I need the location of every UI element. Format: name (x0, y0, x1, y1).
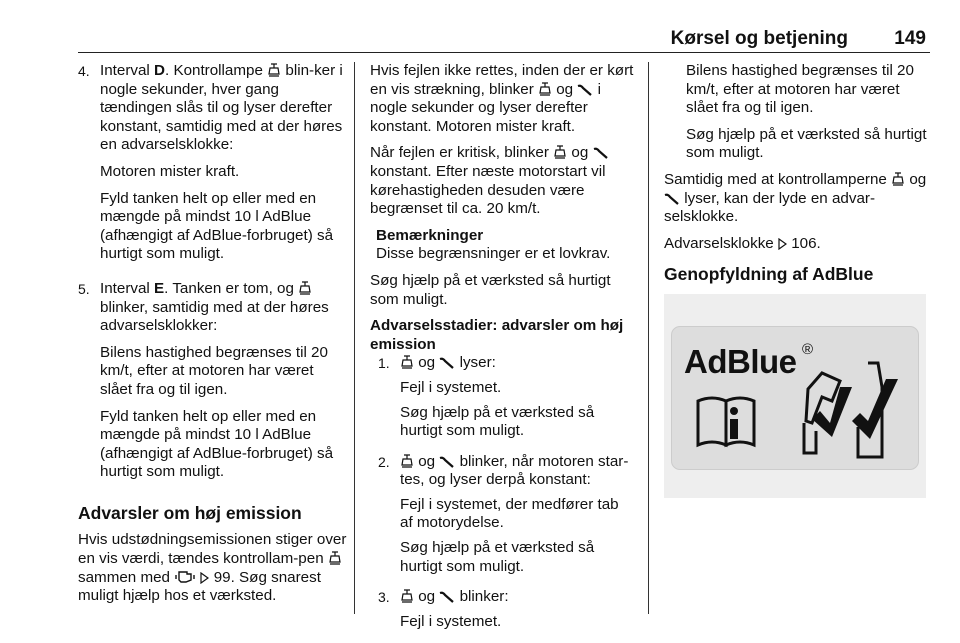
list-number: 4. (78, 63, 90, 79)
column-divider (354, 62, 355, 614)
column-divider (648, 62, 649, 614)
adblue-label-graphics (672, 327, 918, 469)
adblue-label (671, 326, 919, 470)
note-title: Bemærkninger (376, 226, 484, 244)
list-item-5: 5. Interval E. Tanken er tom, og blinker, samtidig med at der høres advarselsklokker: Bilens hastighed begrænses til 20 km/t, efter at motoren har været slået fra og til igen. Fyld tanken helt op eller med en mængde på mindst 10 l AdBlue (afhængigt af AdBlue-forbruget) så hurtigt som muligt. (78, 280, 348, 490)
wrench-service-icon (577, 83, 593, 96)
container-check-icon (852, 363, 898, 457)
wrench-service-icon (439, 590, 455, 603)
section-heading: Advarsler om høj emission (78, 502, 302, 523)
reference-arrow-icon (778, 238, 787, 250)
wrench-service-icon (593, 146, 609, 159)
list-item-4: 4. Interval D. Kontrollampe blin-ker i nogle sekunder, hver gang tændingen slås til og lyser derefter konstant, samtidig med at der høres en advarselsklokke: Motoren mister kraft. Fyld tanken helt op eller med en mængde på mindst 10 l AdBlue (afhængigt af AdBlue-forbruget) så hurtigt som muligt. (78, 62, 348, 272)
adblue-warning-icon (400, 354, 414, 369)
list-number: 5. (78, 280, 90, 297)
adblue-warning-icon (328, 550, 342, 565)
page-header-title: Kørsel og betjening (670, 28, 848, 49)
section-heading: Genopfyldning af AdBlue (664, 264, 874, 285)
adblue-warning-icon (891, 171, 905, 186)
wrench-service-icon (664, 192, 680, 205)
adblue-warning-icon (298, 280, 312, 295)
header-rule (78, 52, 930, 53)
paragraph: Hvis udstødningsemissionen stiger over en vis værdi, tændes kontrollam-pen sammen med 99. Søg snarest muligt hjælp hos et værksted. (78, 531, 347, 605)
nozzle-check-icon (804, 373, 852, 453)
stage-item-3: 3. og blinker: Fejl i systemet. (378, 588, 509, 630)
adblue-warning-icon (267, 62, 281, 77)
page-number: 149 (894, 28, 926, 49)
adblue-warning-icon (538, 81, 552, 96)
adblue-warning-icon (400, 588, 414, 603)
adblue-warning-icon (553, 144, 567, 159)
column-1 (78, 62, 348, 614)
subheading: Advarselsstadier: advarsler om høj emission (370, 317, 624, 353)
note-text: Disse begrænsninger er et lovkrav. (376, 245, 611, 263)
manual-book-icon (698, 398, 754, 445)
column-3: Bilens hastighed begrænses til 20 km/t, efter at motoren har været slået fra og til igen. Søg hjælp på et værksted så hurtigt som muligt. Samtidig med at kontrollamperne og lyser, kan der lyde en advar-selsklokke. Advarselsklokke 106. Genopfyldning af AdBlue (664, 62, 932, 293)
adblue-warning-icon (400, 453, 414, 468)
wrench-service-icon (439, 455, 455, 468)
column-2: Hvis fejlen ikke rettes, inden der er kørt en vis strækning, blinker og i nogle sekunder og lyser derefter konstant. Motoren mister kraft. Når fejlen er kritisk, blinker og konstant. Efter næste motorstart vil kørehastigheden desuden være begrænset til ca. 20 km/t. Bemærkninger Disse begrænsninger er et lovkrav. Søg hjælp på et værksted så hurtigt som muligt. Advarselsstadier: advarsler om høj emission 1. og lyser: Fejl i systemet. Søg hjælp på et værksted så hurtigt som muligt. 2. og blinker, når motoren star-tes, og lyser derpå konstant: Fejl i systemet, der medfører tab af motorydelse. Søg hjælp på et værksted så hurtigt som muligt. 3. og blinker: Fejl i systemet. (370, 62, 634, 643)
adblue-wordmark: AdBlue (684, 343, 797, 380)
stage-item-1: 1. og lyser: Fejl i systemet. Søg hjælp på et værksted så hurtigt som muligt. (378, 354, 595, 440)
adblue-label-figure (664, 294, 926, 498)
registered-mark: ® (802, 341, 814, 358)
stage-item-2: 2. og blinker, når motoren star-tes, og lyser derpå konstant: Fejl i systemet, der medfører tab af motorydelse. Søg hjælp på et værksted så hurtigt som muligt. (378, 452, 629, 575)
engine-warning-icon (174, 569, 196, 584)
wrench-service-icon (439, 356, 455, 369)
